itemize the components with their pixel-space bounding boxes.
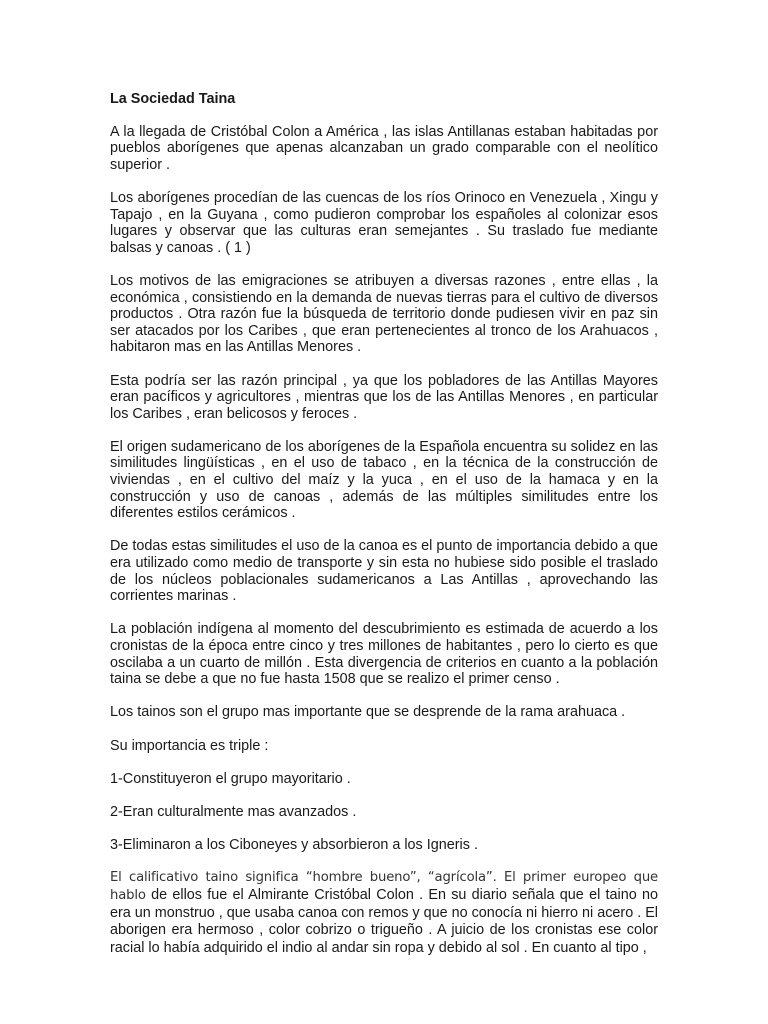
list-item-2: 2-Eran culturalmente mas avanzados .: [110, 803, 357, 820]
paragraph-taino-meaning-rest: de ellos fue el Almirante Cristóbal Colon . En su diario señala que el taino no era un monstruo , que usaba canoa con remos y que no conocía ni hierro ni acero . El aborigen era hermoso , color cobrizo o trigueño . A juicio de los cronistas ese color racial lo había adquirido el indio al andar sin ropa y debido al sol . En cuanto al tipo ,: [110, 886, 658, 956]
list-item-3: 3-Eliminaron a los Ciboneyes y absorbieron a los Igneris .: [110, 837, 478, 854]
paragraph-arrival: A la llegada de Cristóbal Colon a América , las islas Antillanas estaban habitadas por pueblos aborígenes que apenas alcanzaban un grado comparable con el neolítico superior .: [110, 123, 658, 173]
paragraph-origins: Los aborígenes procedían de las cuencas de los ríos Orinoco en Venezuela , Xingu y Tapajo , en la Guyana , como pudieron comprobar los españoles al colonizar esos lugares y observar que las culturas eran semejantes . Su traslado fue mediante balsas y canoas . ( 1 ): [110, 189, 658, 256]
paragraph-taino-meaning-lead: El calificativo taino significa “hombre bueno”, “agrícola”. El primer europeo que hablo: [110, 870, 658, 903]
paragraph-taino-meaning: [110, 870, 658, 957]
paragraph-motives: Los motivos de las emigraciones se atribuyen a diversas razones , entre ellas , la económica , consistiendo en la demanda de nuevas tierras para el cultivo de diversos productos . Otra razón fue la búsqueda de territorio donde pudiesen vivir en paz sin ser atacados por los Caribes , que eran pertenecientes al tronco de los Arahuacos , habitaron mas en las Antillas Menores .: [110, 272, 658, 356]
paragraph-canoe: De todas estas similitudes el uso de la canoa es el punto de importancia debido a que era utilizado como medio de transporte y sin esta no hubiese sido posible el traslado de los núcleos poblacionales sudamericanos a Las Antillas , aprovechando las corrientes marinas .: [110, 538, 658, 605]
paragraph-main-reason: Esta podría ser las razón principal , ya que los pobladores de las Antillas Mayores eran pacíficos y agricultores , mientras que los de las Antillas Menores , en particular los Caribes , eran belicosos y feroces .: [110, 372, 658, 422]
document-title: La Sociedad Taina: [110, 91, 236, 107]
paragraph-south-american-origin: El origen sudamericano de los aborígenes de la Española encuentra su solidez en las similitudes lingüísticas , en el uso de tabaco , en la técnica de la construcción de viviendas , en el cultivo del maíz y la yuca , en el uso de la hamaca y en la construcción y uso de canoas , además de las múltiples similitudes entre los diferentes estilos cerámicos .: [110, 438, 658, 522]
document-page: [110, 91, 658, 974]
paragraph-importance: Su importancia es triple :: [110, 737, 269, 754]
paragraph-population: La población indígena al momento del descubrimiento es estimada de acuerdo a los cronistas de la época entre cinco y tres millones de habitantes , pero lo cierto es que oscilaba a un cuarto de millón . Esta divergencia de criterios en cuanto a la población taina se debe a que no fue hasta 1508 que se realizo el primer censo .: [110, 621, 658, 688]
paragraph-tainos-group: Los tainos son el grupo mas importante que se desprende de la rama arahuaca .: [110, 704, 626, 721]
list-item-1: 1-Constituyeron el grupo mayoritario .: [110, 770, 351, 787]
